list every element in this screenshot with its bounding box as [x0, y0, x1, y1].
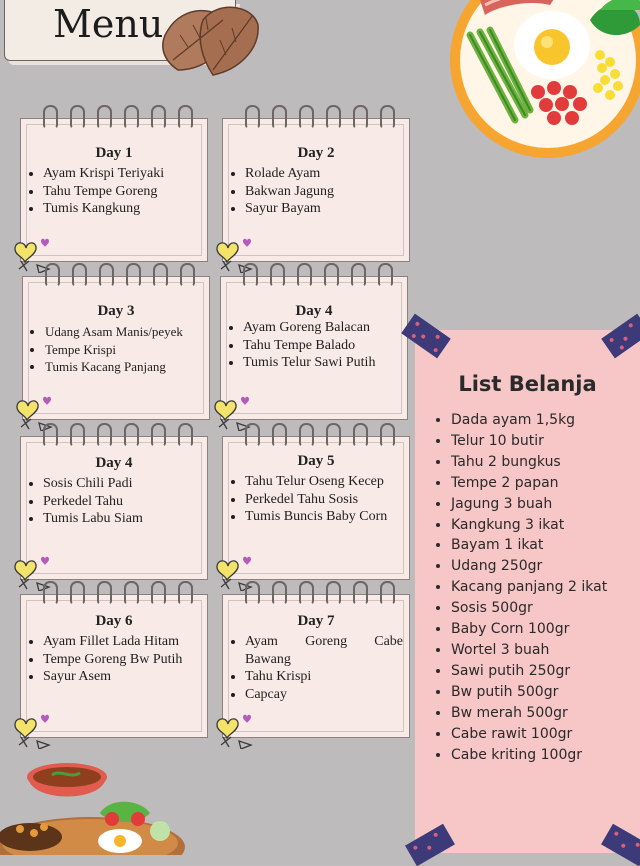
menu-note-day-4b: [20, 436, 208, 580]
menu-item: • Ayam Krispi Teriyaki: [43, 165, 201, 183]
spiral-binding: [43, 581, 193, 605]
menu-item: • Tumis Labu Siam: [43, 510, 201, 528]
menu-note-day-3: [22, 276, 210, 420]
heart-doodle-icon: [11, 711, 57, 749]
menu-item: • Ayam Goreng Cabe Bawang: [245, 633, 403, 668]
day-title: Day 6: [21, 613, 207, 630]
day-title: Day 7: [223, 613, 409, 630]
day-title: Day 3: [23, 303, 209, 320]
shopping-item: • Telur 10 butir: [451, 431, 607, 452]
menu-note-day-5: [222, 436, 410, 580]
menu-item: • Perkedel Tahu: [43, 493, 201, 511]
spiral-binding: [43, 423, 193, 447]
spiral-binding: [245, 105, 395, 129]
shopping-item: • Bw merah 500gr: [451, 703, 607, 724]
spiral-binding: [245, 581, 395, 605]
shopping-item: • Kangkung 3 ikat: [451, 515, 607, 536]
dried-leaf-illustration: [158, 0, 263, 85]
menu-item: • Ayam Fillet Lada Hitam: [43, 633, 201, 651]
menu-note-day-7: [222, 594, 410, 738]
menu-item: • Tumis Buncis Baby Corn: [245, 508, 403, 526]
shopping-item: • Dada ayam 1,5kg: [451, 410, 607, 431]
menu-item: • Udang Asam Manis/peyek: [45, 323, 203, 341]
spiral-binding: [243, 263, 393, 287]
spiral-binding: [43, 105, 193, 129]
menu-item: • Ayam Goreng Balacan: [243, 319, 401, 337]
heart-doodle-icon: [213, 711, 259, 749]
menu-note-day-4: [220, 276, 408, 420]
shopping-item: • Sawi putih 250gr: [451, 661, 607, 682]
menu-item: • Sosis Chili Padi: [43, 475, 201, 493]
page-title: Menu: [53, 2, 163, 46]
menu-item: • Tempe Goreng Bw Putih: [43, 651, 201, 669]
shopping-item: • Udang 250gr: [451, 556, 607, 577]
shopping-item: • Cabe kriting 100gr: [451, 745, 607, 766]
shopping-item: • Cabe rawit 100gr: [451, 724, 607, 745]
spiral-binding: [245, 423, 395, 447]
menu-item: • Tahu Telur Oseng Kecep: [245, 473, 403, 491]
spiral-binding: [45, 263, 195, 287]
menu-item: • Sayur Asem: [43, 668, 201, 686]
food-platter-illustration: [0, 755, 190, 855]
menu-item: • Bakwan Jagung: [245, 183, 403, 201]
menu-item: • Tumis Kangkung: [43, 200, 201, 218]
shopping-item: • Wortel 3 buah: [451, 640, 607, 661]
menu-item: • Tahu Tempe Balado: [243, 337, 401, 355]
shopping-item: • Kacang panjang 2 ikat: [451, 577, 607, 598]
shopping-list: [429, 410, 607, 765]
shopping-list-panel: [415, 330, 640, 853]
menu-item: • Sayur Bayam: [245, 200, 403, 218]
menu-item: • Tahu Krispi: [245, 668, 403, 686]
day-title: Day 5: [223, 453, 409, 470]
shopping-list-title: List Belanja: [415, 372, 640, 396]
menu-note-day-2: [222, 118, 410, 262]
day-title: Day 4: [21, 455, 207, 472]
menu-item: • Tahu Tempe Goreng: [43, 183, 201, 201]
menu-item: • Tempe Krispi: [45, 341, 203, 359]
shopping-item: • Sosis 500gr: [451, 598, 607, 619]
menu-item: • Tumis Kacang Panjang: [45, 358, 203, 376]
shopping-item: • Jagung 3 buah: [451, 494, 607, 515]
menu-item: • Capcay: [245, 686, 403, 704]
day-title: Day 2: [223, 145, 409, 162]
menu-item: • Rolade Ayam: [245, 165, 403, 183]
day-title: Day 4: [221, 303, 407, 320]
shopping-item: • Tahu 2 bungkus: [451, 452, 607, 473]
shopping-item: • Bw putih 500gr: [451, 682, 607, 703]
menu-item: • Tumis Telur Sawi Putih: [243, 354, 401, 372]
breakfast-plate-illustration: [440, 0, 640, 165]
day-title: Day 1: [21, 145, 207, 162]
shopping-item: • Tempe 2 papan: [451, 473, 607, 494]
shopping-item: • Bayam 1 ikat: [451, 535, 607, 556]
menu-note-day-6: [20, 594, 208, 738]
menu-item: • Perkedel Tahu Sosis: [245, 491, 403, 509]
shopping-item: • Baby Corn 100gr: [451, 619, 607, 640]
menu-note-day-1: [20, 118, 208, 262]
